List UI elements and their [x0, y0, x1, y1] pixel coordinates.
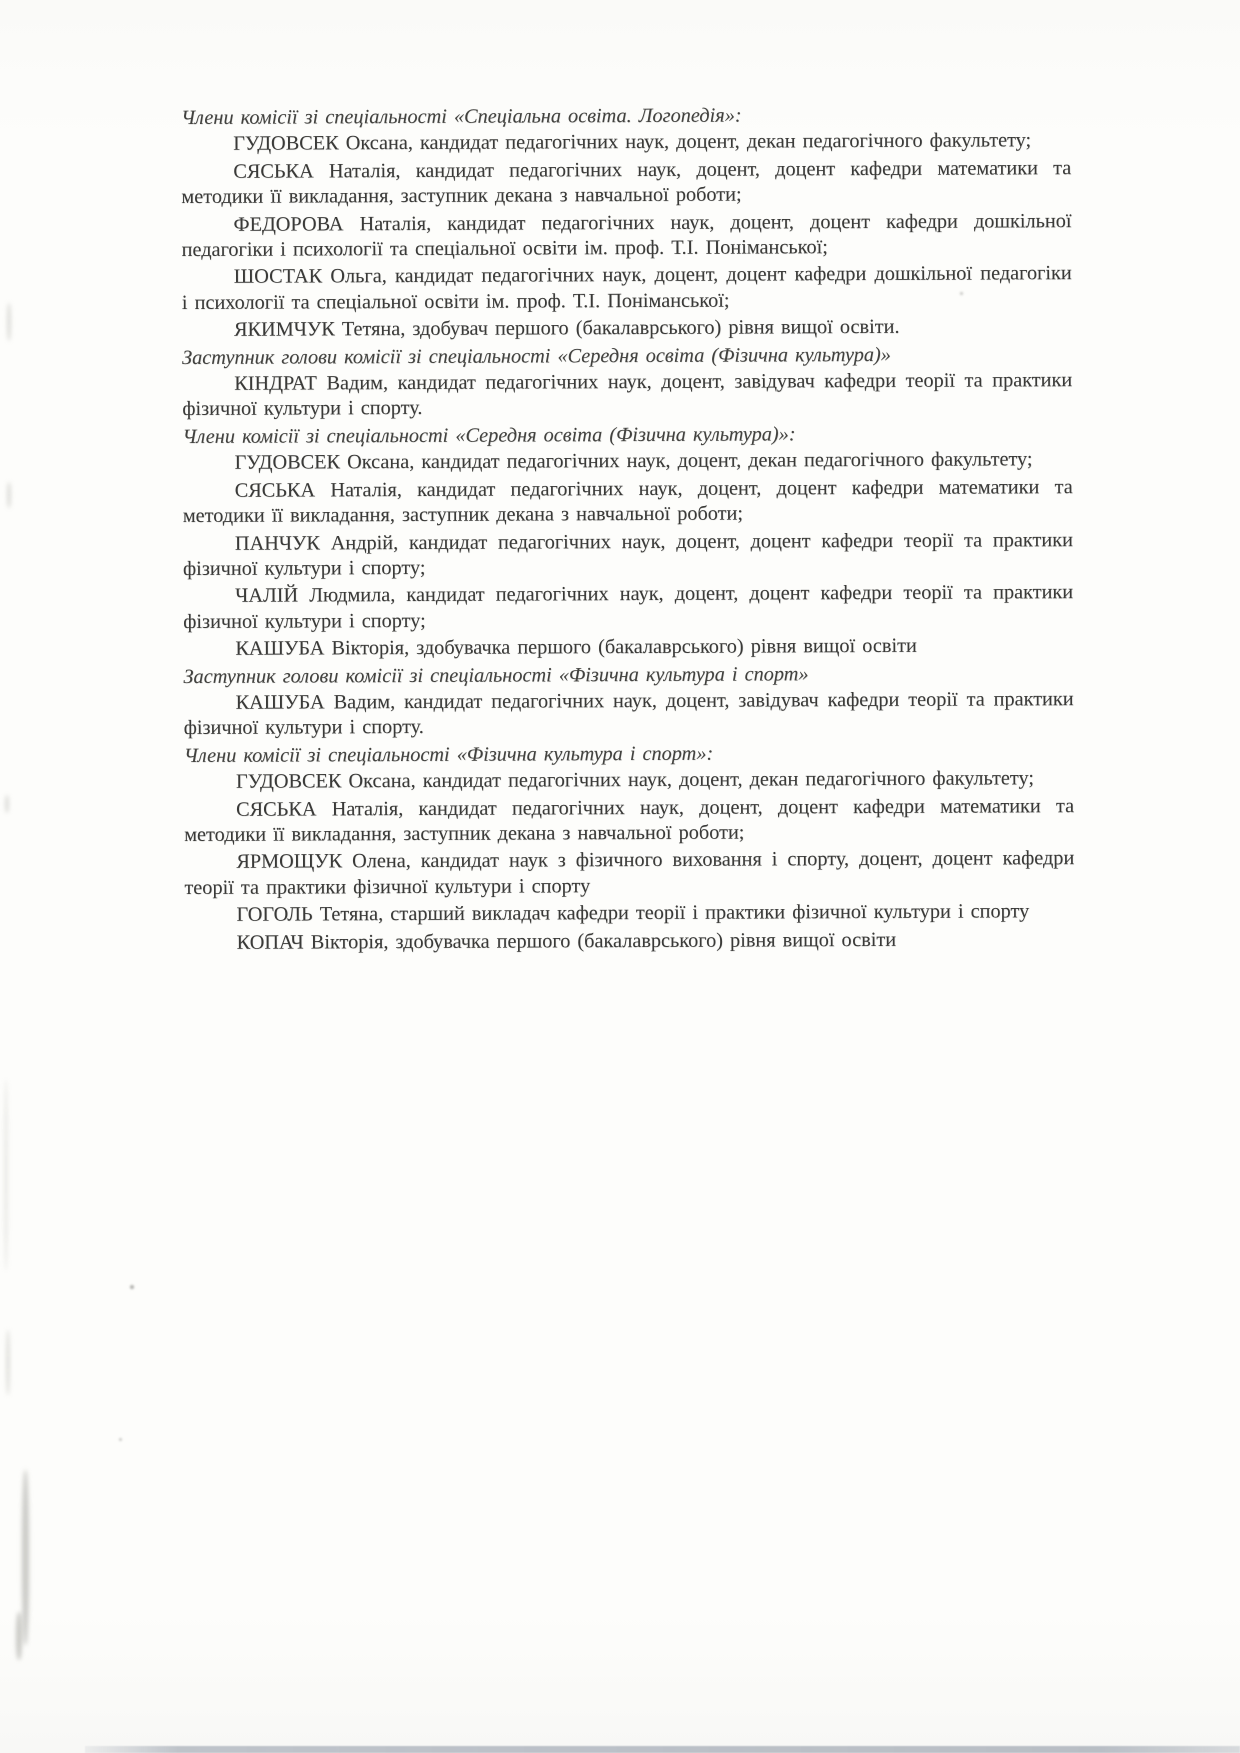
member-paragraph: ЯРМОЩУК Олена, кандидат наук з фізичного виховання і спорту, доцент, доцент кафедри теорії та практики фізичної культури і спорту	[184, 847, 1075, 899]
member-paragraph: СЯСЬКА Наталія, кандидат педагогічних наук, доцент, доцент кафедри математики та методики її викладання, заступник декана з навчальної роботи;	[184, 794, 1075, 846]
member-paragraph: КАШУБА Вадим, кандидат педагогічних наук, доцент, завідувач кафедри теорії та практики фізичної культури і спорту.	[183, 688, 1074, 740]
member-paragraph: КОПАЧ Вікторія, здобувачка першого (бакалаврського) рівня вищої освіти	[236, 928, 897, 954]
section-heading: Заступник голови комісії зі спеціальності «Середня освіта (Фізична культура)»	[182, 343, 891, 369]
scan-speck	[119, 1438, 122, 1441]
scan-smudge	[6, 1330, 10, 1395]
scan-smudge	[22, 1470, 29, 1645]
member-paragraph: ГУДОВСЕК Оксана, кандидат педагогічних наук, доцент, декан педагогічного факультету;	[234, 448, 1033, 475]
scan-smudge	[7, 303, 11, 341]
section-heading: Члени комісії зі спеціальності «Середня освіта (Фізична культура)»:	[182, 423, 796, 448]
member-paragraph: КАШУБА Вікторія, здобувачка першого (бакалаврського) рівня вищої освіти	[235, 634, 917, 660]
scan-smudge	[16, 1612, 22, 1660]
document-text	[181, 102, 1075, 958]
member-paragraph: ГУДОВСЕК Оксана, кандидат педагогічних наук, доцент, декан педагогічного факультету;	[233, 129, 1032, 156]
member-paragraph: ПАНЧУК Андрій, кандидат педагогічних наук, доцент, доцент кафедри теорії та практики фізичної культури і спорту;	[182, 528, 1073, 580]
member-paragraph: ЯКИМЧУК Тетяна, здобувач першого (бакалаврського) рівня вищої освіти.	[233, 316, 900, 342]
section-heading: Члени комісії зі спеціальності «Спеціальна освіта. Логопедія»:	[181, 104, 742, 129]
scan-smudge	[4, 1080, 8, 1270]
scan-smudge	[7, 482, 11, 508]
section-heading: Члени комісії зі спеціальності «Фізична культура і спорт»:	[183, 742, 714, 767]
member-paragraph: СЯСЬКА Наталія, кандидат педагогічних наук, доцент, доцент кафедри математики та методики її викладання, заступник декана з навчальної роботи;	[181, 156, 1072, 209]
scan-speck	[130, 1285, 134, 1289]
member-paragraph: ГУДОВСЕК Оксана, кандидат педагогічних наук, доцент, декан педагогічного факультету;	[235, 767, 1034, 793]
member-paragraph: КІНДРАТ Вадим, кандидат педагогічних наук, доцент, завідувач кафедри теорії та практики фізичної культури і спорту.	[182, 369, 1073, 421]
scan-edge-bar	[85, 1746, 1240, 1753]
member-paragraph: ФЕДОРОВА Наталія, кандидат педагогічних наук, доцент, доцент кафедри дошкільної педагогіки і психології та спеціальної освіти ім. проф. Т.І. Поніманської;	[181, 209, 1072, 262]
scan-smudge	[5, 795, 9, 813]
member-paragraph: ЧАЛІЙ Людмила, кандидат педагогічних наук, доцент, доцент кафедри теорії та практики фізичної культури і спорту;	[183, 581, 1074, 633]
member-paragraph: СЯСЬКА Наталія, кандидат педагогічних наук, доцент, доцент кафедри математики та методики її викладання, заступник декана з навчальної роботи;	[182, 475, 1073, 528]
member-paragraph: ГОГОЛЬ Тетяна, старший викладач кафедри теорії і практики фізичної культури і спорту	[236, 900, 1030, 926]
section-heading: Заступник голови комісії зі спеціальності «Фізична культура і спорт»	[183, 662, 809, 688]
member-paragraph: ШОСТАК Ольга, кандидат педагогічних наук, доцент, доцент кафедри дошкільної педагогіки і психології та спеціальної освіти ім. проф. Т.І. Поніманської;	[181, 262, 1072, 314]
